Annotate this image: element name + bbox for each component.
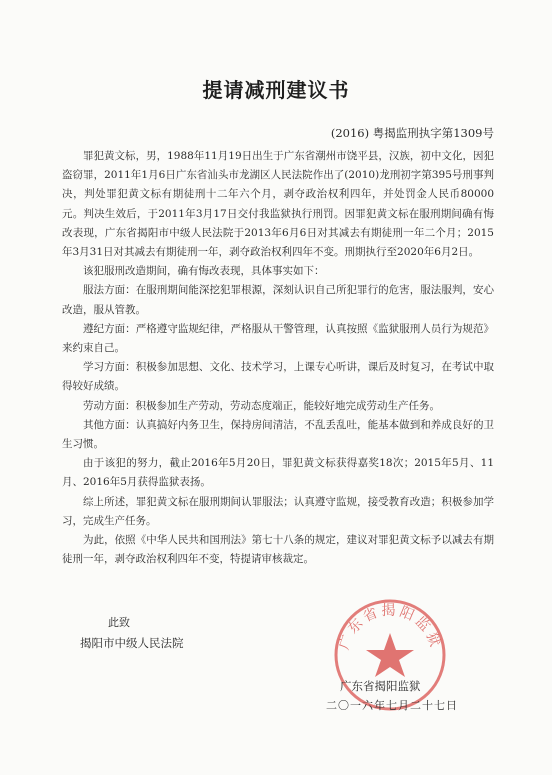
paragraph-recommendation: 为此，依照《中华人民共和国刑法》第七十八条的规定，建议对罪犯黄文标予以减去有期徒刑一年，剥夺政治权利四年不变，特提请审核裁定。 [62,534,494,566]
paragraph-background: 罪犯黄文标，男，1988年11月19日出生于广东省潮州市饶平县，汉族，初中文化，因犯盗窃罪，2011年1月6日广东省汕头市龙湖区人民法院作出了(2010)龙刑初字第395号刑事判决，判处罪犯黄文标有期徒刑十二年六个月，剥夺政治权利四年，并处罚金人民币80000元。判决生效后，于2011年3月17日交付我监狱执行刑罚。因罪犯黄文标在服刑期间确有悔改表现，广东省揭阳市中级人民法院于2013年6月6日对其减去有期徒刑一年二个月；2015年3月31日对其减去有期徒刑一年，剥夺政治权利四年不变。刑期执行至2020年6月2日。 [62,150,494,259]
document-title: 提请减刑建议书 [202,78,350,102]
paragraph-intro: 该犯服刑改造期间，确有悔改表现，具体事实如下： [83,265,325,278]
paragraph-other: 其他方面：认真搞好内务卫生，保持房间清洁，不乱丢乱吐，能基本做到和养成良好的卫生习惯。 [62,418,494,451]
paragraph-study: 学习方面：积极参加思想、文化、技术学习，上课专心听讲，课后及时复习，在考试中取得较好成绩。 [62,361,494,393]
paragraph-summary: 综上所述，罪犯黄文标在服刑期间认罪服法；认真遵守监规，接受教育改造；积极参加学习，完成生产任务。 [62,495,494,527]
paragraph-labor: 劳动方面：积极参加生产劳动，劳动态度端正，能较好地完成劳动生产任务。 [83,399,440,412]
document-number: (2016) 粤揭监刑执字第1309号 [330,126,494,140]
paragraph-rewards: 由于该犯的努力，截止2016年5月20日，罪犯黄文标获得嘉奖18次；2015年5月、11月、2016年5月获得监狱表扬。 [62,457,494,489]
signer-institution: 广东省揭阳监狱 [340,679,421,693]
document-date: 二〇一六年七月二十七日 [326,699,458,712]
salutation: 此致 [108,616,130,629]
paragraph-law-compliance: 服法方面：在服刑期间能深挖犯罪根源，深刻认识自己所犯罪行的危害，服法服判，安心改造，服从管教。 [62,284,494,316]
svg-text:广东省揭阳监狱: 广东省揭阳监狱 [336,603,444,652]
paragraph-discipline: 遵纪方面：严格遵守监规纪律，严格服从干警管理，认真按照《监狱服刑人员行为规范》来约束自己。 [62,322,494,355]
document-body [62,147,494,569]
recipient-court: 揭阳市中级人民法院 [80,636,184,650]
